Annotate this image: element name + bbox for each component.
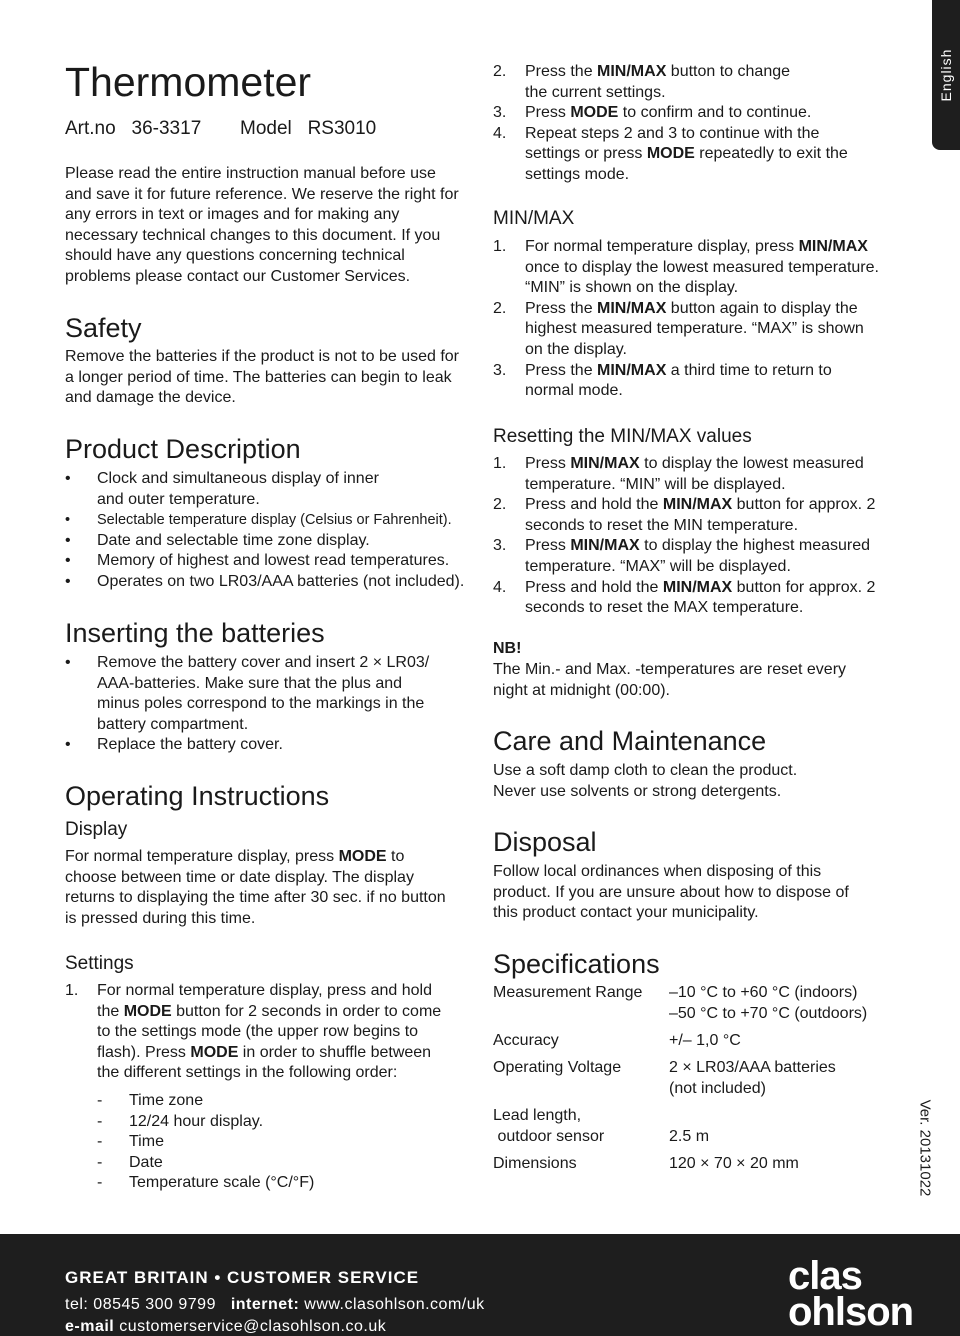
product-description-list bbox=[65, 469, 475, 593]
list-item: • Memory of highest and lowest read temperatures. bbox=[65, 551, 475, 572]
footer-title: GREAT BRITAIN • CUSTOMER SERVICE bbox=[65, 1268, 420, 1287]
footer-email-line: e-mail customerservice@clasohlson.co.uk bbox=[65, 1318, 387, 1335]
list-item: 2. Press the MIN/MAX button to change the current settings. bbox=[493, 63, 791, 101]
list-item: - Time zone bbox=[97, 1091, 457, 1112]
spec-value: 2.5 m bbox=[669, 1128, 710, 1145]
list-item: • Operates on two LR03/AAA batteries (not included). bbox=[65, 572, 475, 593]
operating-instructions-heading: Operating Instructions bbox=[65, 781, 330, 811]
spec-value: –50 °C to +70 °C (outdoors) bbox=[669, 1005, 868, 1022]
list-item: • Remove the battery cover and insert 2 × LR03/ AAA-batteries. Make sure that the plus and minus poles correspond to the markings in the battery compartment. bbox=[65, 653, 437, 735]
spec-value: +/– 1,0 °C bbox=[669, 1032, 741, 1049]
nb-text: The Min.- and Max. -temperatures are reset every night at midnight (00:00). bbox=[493, 661, 847, 699]
list-item: 1. For normal temperature display, press and hold the MODE button for 2 seconds in order to come to the settings mode (the upper row begins to flash). Press MODE in order to shuffle between the different settings in the following order: bbox=[65, 982, 442, 1082]
version-label: Ver. 20131022 bbox=[916, 1099, 934, 1197]
settings-order-list bbox=[97, 1091, 457, 1194]
minmax-heading: MIN/MAX bbox=[493, 208, 575, 229]
display-text: For normal temperature display, press MODE to choose between time or date display. The display returns to displaying the time after 30 sec. if no button is pressed during this time. bbox=[65, 848, 446, 927]
spec-label: Dimensions bbox=[493, 1155, 577, 1172]
list-item: - Time bbox=[97, 1132, 457, 1153]
list-item: - 12/24 hour display. bbox=[97, 1112, 457, 1133]
resetting-steps bbox=[493, 454, 898, 619]
brand-logo: clas ohlson bbox=[788, 1254, 914, 1334]
care-text: Use a soft damp cloth to clean the product. Never use solvents or strong detergents. bbox=[493, 762, 798, 800]
model-number: Model RS3010 bbox=[240, 118, 377, 139]
inserting-batteries-heading: Inserting the batteries bbox=[65, 618, 325, 648]
care-heading: Care and Maintenance bbox=[493, 726, 767, 756]
disposal-heading: Disposal bbox=[493, 827, 597, 857]
list-item: 3. Press MIN/MAX to display the highest measured temperature. “MAX” will be displayed. bbox=[493, 537, 871, 575]
list-item: • Clock and simultaneous display of inner and outer temperature. bbox=[65, 469, 397, 510]
footer bbox=[0, 1234, 960, 1336]
list-item: 2. Press the MIN/MAX button again to display the highest measured temperature. “MAX” is shown on the display. bbox=[493, 299, 864, 358]
display-heading: Display bbox=[65, 819, 128, 840]
resetting-heading: Resetting the MIN/MAX values bbox=[493, 426, 752, 447]
list-item: 4. Repeat steps 2 and 3 to continue with the settings or press MODE repeatedly to exit the settings mode. bbox=[493, 124, 848, 183]
spec-label: Measurement Range bbox=[493, 984, 643, 1001]
spec-value: (not included) bbox=[669, 1080, 766, 1097]
language-label: English bbox=[938, 48, 954, 102]
settings-steps-continued bbox=[493, 62, 873, 186]
spec-value: 2 × LR03/AAA batteries bbox=[669, 1059, 836, 1076]
list-item: • Replace the battery cover. bbox=[65, 735, 470, 756]
list-item: • Date and selectable time zone display. bbox=[65, 531, 475, 552]
spec-label: Lead length, bbox=[493, 1107, 582, 1124]
page-title: Thermometer bbox=[65, 59, 312, 105]
spec-label: Accuracy bbox=[493, 1032, 559, 1049]
list-item: 1. Press MIN/MAX to display the lowest measured temperature. “MIN” will be displayed. bbox=[493, 455, 864, 493]
list-item: 3. Press the MIN/MAX a third time to return to normal mode. bbox=[493, 361, 832, 400]
spec-value: 120 × 70 × 20 mm bbox=[669, 1155, 799, 1172]
list-item: - Temperature scale (°C/°F) bbox=[97, 1173, 457, 1194]
settings-heading: Settings bbox=[65, 953, 134, 974]
settings-steps bbox=[65, 981, 470, 1084]
disposal-text: Follow local ordinances when disposing of this product. If you are unsure about how to dispose of this product contact your municipality. bbox=[493, 863, 849, 922]
minmax-steps bbox=[493, 237, 898, 402]
email-link[interactable]: customerservice@clasohlson.co.uk bbox=[119, 1318, 387, 1335]
phone-number[interactable]: 08545 300 9799 bbox=[93, 1296, 216, 1313]
list-item: 2. Press and hold the MIN/MAX button for approx. 2 seconds to reset the MIN temperature. bbox=[493, 496, 876, 534]
article-number: Art.no 36-3317 bbox=[65, 118, 202, 139]
safety-text: Remove the batteries if the product is not to be used for a longer period of time. The batteries can begin to leak and damage the device. bbox=[65, 348, 459, 407]
list-item: 3. Press MODE to confirm and to continue. bbox=[493, 104, 812, 122]
spec-value: –10 °C to +60 °C (indoors) bbox=[669, 984, 858, 1001]
intro-text: Please read the entire instruction manual before use and save it for future reference. We reserve the right for any errors in text or images and for making any necessary technical changes to this document. If you should have any questions concerning technical problems please contact our Customer Services. bbox=[65, 165, 459, 285]
list-item: • Selectable temperature display (Celsius or Fahrenheit). bbox=[65, 510, 475, 531]
spec-label: outdoor sensor bbox=[493, 1128, 605, 1145]
safety-heading: Safety bbox=[65, 313, 142, 343]
footer-contact-line: tel: 08545 300 9799 internet: www.clasohlson.com/uk bbox=[65, 1296, 485, 1313]
list-item: 4. Press and hold the MIN/MAX button for approx. 2 seconds to reset the MAX temperature. bbox=[493, 578, 876, 617]
list-item: - Date bbox=[97, 1153, 457, 1174]
spec-label: Operating Voltage bbox=[493, 1059, 622, 1076]
nb-label: NB! bbox=[493, 640, 522, 657]
website-link[interactable]: www.clasohlson.com/uk bbox=[304, 1296, 485, 1313]
inserting-batteries-list bbox=[65, 653, 470, 756]
version-label-container bbox=[905, 1098, 945, 1198]
specifications-heading: Specifications bbox=[493, 949, 660, 979]
list-item: 1. For normal temperature display, press MIN/MAX once to display the lowest measured temperature. “MIN” is shown on the display. bbox=[493, 238, 879, 297]
language-tab bbox=[932, 0, 960, 150]
product-description-heading: Product Description bbox=[65, 434, 301, 464]
